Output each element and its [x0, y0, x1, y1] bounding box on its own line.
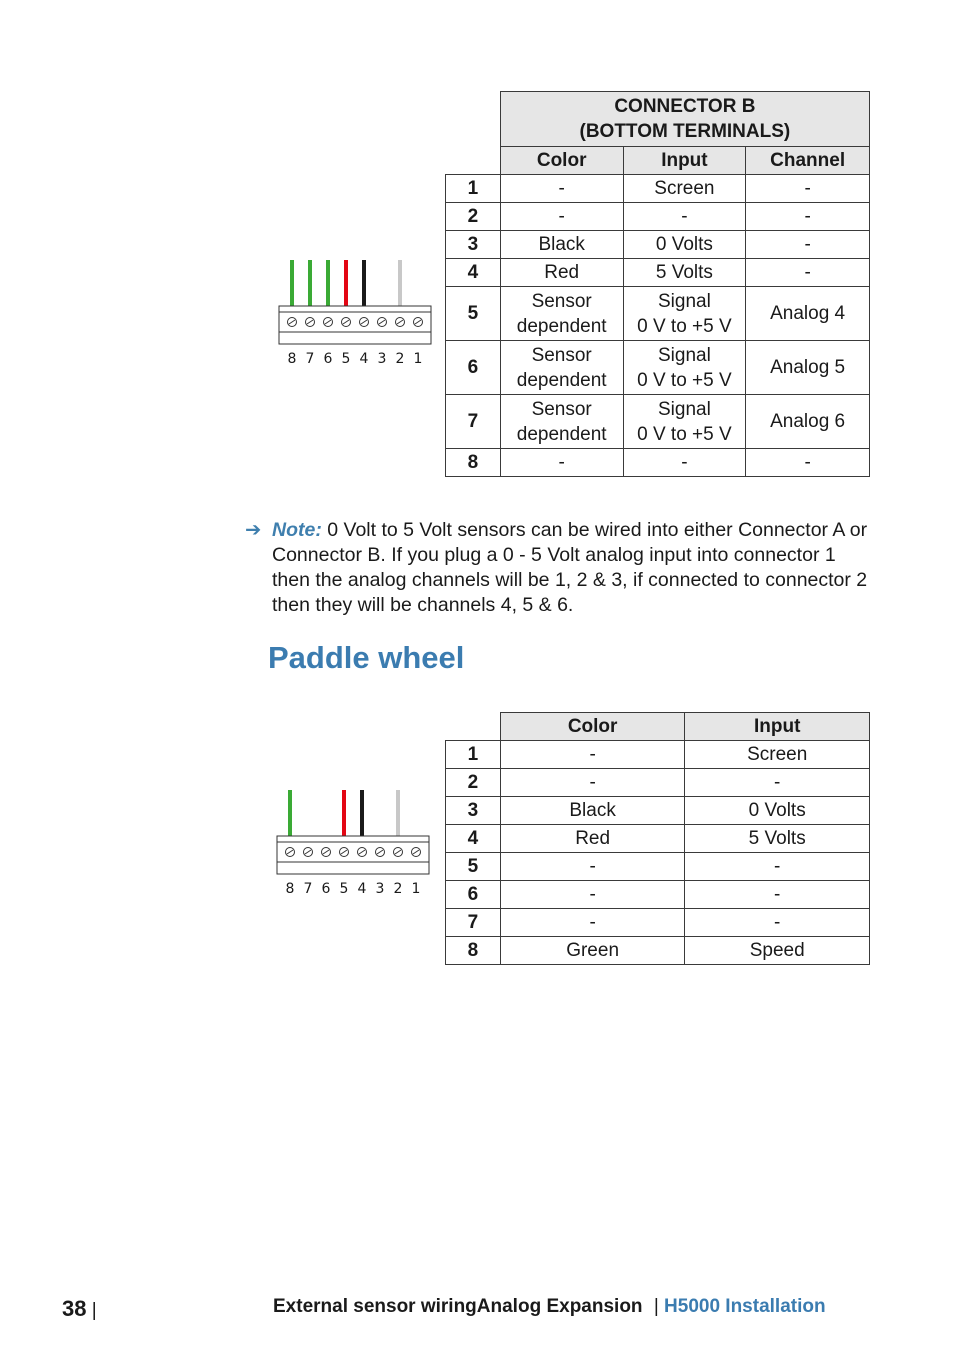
input-cell-line: Screen	[654, 178, 715, 199]
color-cell	[500, 259, 623, 287]
terminal-numbers	[278, 351, 434, 371]
color-cell-line: -	[558, 206, 565, 227]
terminal-number: 8	[285, 881, 295, 897]
pin-number: 7	[446, 909, 501, 937]
table-row	[446, 909, 870, 937]
terminal-number: 1	[411, 881, 421, 897]
terminal-number: 3	[377, 351, 387, 367]
color-cell-line: Red	[544, 262, 580, 283]
footer-title: External sensor wiringAnalog Expansion	[273, 1296, 643, 1317]
pin-number: 5	[446, 287, 501, 341]
connector-b-title	[500, 92, 869, 147]
footer-title-block	[273, 1296, 826, 1318]
note-body	[272, 518, 870, 618]
input-cell: Screen	[685, 741, 870, 769]
input-cell-line: 5 Volts	[655, 262, 713, 283]
color-cell	[500, 287, 623, 341]
terminal-diagram-b	[278, 258, 434, 373]
section-heading: Paddle wheel	[268, 640, 465, 675]
color-cell-line: Black	[538, 234, 585, 255]
terminal-block-graphic	[278, 258, 434, 348]
input-cell	[623, 203, 746, 231]
table-row	[446, 175, 870, 203]
channel-cell: Analog 5	[746, 341, 870, 395]
table-row	[446, 853, 870, 881]
table-row	[446, 259, 870, 287]
pin-number: 7	[446, 395, 501, 449]
input-cell: -	[685, 881, 870, 909]
color-cell: -	[500, 909, 685, 937]
table-row	[446, 769, 870, 797]
channel-header: Channel	[746, 147, 870, 175]
channel-cell: -	[746, 449, 870, 477]
input-cell	[623, 175, 746, 203]
table-row	[446, 797, 870, 825]
color-cell	[500, 341, 623, 395]
input-cell	[623, 259, 746, 287]
input-cell-line: 0 V to +5 V	[637, 423, 732, 445]
table-row	[446, 825, 870, 853]
terminal-number: 7	[305, 351, 315, 367]
pin-number: 1	[446, 741, 501, 769]
pin-number: 6	[446, 881, 501, 909]
pin-number: 6	[446, 341, 501, 395]
terminal-number: 8	[287, 351, 297, 367]
input-cell: 0 Volts	[685, 797, 870, 825]
input-header: Input	[623, 147, 746, 175]
pin-number: 8	[446, 449, 501, 477]
pin-number: 3	[446, 797, 501, 825]
terminal-block-graphic	[276, 788, 432, 878]
color-cell	[500, 449, 623, 477]
color-cell-line: dependent	[516, 315, 607, 337]
color-cell: -	[500, 881, 685, 909]
input-cell	[623, 287, 746, 341]
input-cell	[623, 231, 746, 259]
input-cell-line: Signal	[657, 398, 711, 420]
channel-cell: -	[746, 231, 870, 259]
terminal-number: 6	[321, 881, 331, 897]
input-cell-line: 0 Volts	[655, 234, 713, 255]
pin-number: 4	[446, 825, 501, 853]
color-cell: -	[500, 741, 685, 769]
input-cell	[623, 341, 746, 395]
terminal-number: 3	[375, 881, 385, 897]
color-cell-line: Sensor	[531, 398, 592, 420]
terminal-numbers	[276, 881, 432, 901]
terminal-number: 7	[303, 881, 313, 897]
color-cell-line: -	[558, 452, 565, 473]
terminal-number: 2	[395, 351, 405, 367]
terminal-number: 6	[323, 351, 333, 367]
table-row	[446, 395, 870, 449]
terminal-number: 5	[339, 881, 349, 897]
title-line-2: (BOTTOM TERMINALS)	[579, 121, 791, 142]
footer-brand: H5000 Installation	[664, 1296, 826, 1317]
input-cell-line: Signal	[657, 344, 711, 366]
table-row	[446, 937, 870, 965]
title-line-1: CONNECTOR B	[614, 96, 756, 117]
color-cell	[500, 203, 623, 231]
terminal-number: 4	[359, 351, 369, 367]
channel-cell: -	[746, 175, 870, 203]
paddle-wheel-table	[445, 712, 870, 965]
pin-number: 8	[446, 937, 501, 965]
terminal-diagram-paddle	[276, 788, 432, 903]
input-cell-line: 0 V to +5 V	[637, 369, 732, 391]
note-label: Note:	[272, 519, 322, 541]
color-cell: Red	[500, 825, 685, 853]
footer-separator-2: |	[653, 1296, 659, 1317]
connector-b-table	[445, 91, 870, 477]
pin-number: 5	[446, 853, 501, 881]
table-row	[446, 449, 870, 477]
input-cell-line: -	[681, 452, 688, 473]
pin-number: 2	[446, 203, 501, 231]
table-row	[446, 287, 870, 341]
footer-separator: |	[91, 1300, 97, 1321]
arrow-right-icon: ➔	[245, 519, 262, 541]
input-cell: -	[685, 853, 870, 881]
header-row	[446, 147, 870, 175]
input-cell: Speed	[685, 937, 870, 965]
color-cell: Green	[500, 937, 685, 965]
channel-cell: -	[746, 203, 870, 231]
input-cell-line: -	[681, 206, 688, 227]
color-cell-line: -	[558, 178, 565, 199]
color-cell: Black	[500, 797, 685, 825]
input-header: Input	[685, 713, 870, 741]
channel-cell: -	[746, 259, 870, 287]
color-cell-line: dependent	[516, 423, 607, 445]
input-cell-line: Signal	[657, 290, 711, 312]
channel-cell: Analog 4	[746, 287, 870, 341]
color-cell	[500, 231, 623, 259]
input-cell: -	[685, 909, 870, 937]
table-row	[446, 741, 870, 769]
table-row	[446, 203, 870, 231]
color-cell-line: Sensor	[531, 290, 592, 312]
note-text: 0 Volt to 5 Volt sensors can be wired into either Connector A or Connector B. If you plug a 0 - 5 Volt analog input into connector 1 then the analog channels will be 1, 2 & 3, if connected to connector 2 then they will be channels 4, 5 & 6.	[272, 519, 868, 616]
input-cell	[623, 449, 746, 477]
note	[245, 518, 870, 618]
footer	[62, 1296, 97, 1322]
table-row	[446, 341, 870, 395]
page-number: 38	[62, 1296, 87, 1321]
channel-cell: Analog 6	[746, 395, 870, 449]
table-row	[446, 881, 870, 909]
color-cell	[500, 395, 623, 449]
color-header: Color	[500, 713, 685, 741]
color-cell: -	[500, 853, 685, 881]
input-cell-line: 0 V to +5 V	[637, 315, 732, 337]
color-cell: -	[500, 769, 685, 797]
input-cell	[623, 395, 746, 449]
pin-number: 2	[446, 769, 501, 797]
pin-number: 3	[446, 231, 501, 259]
input-cell: 5 Volts	[685, 825, 870, 853]
terminal-number: 1	[413, 351, 423, 367]
terminal-number: 5	[341, 351, 351, 367]
pin-number: 4	[446, 259, 501, 287]
color-cell	[500, 175, 623, 203]
input-cell: -	[685, 769, 870, 797]
color-header: Color	[500, 147, 623, 175]
color-cell-line: dependent	[516, 369, 607, 391]
terminal-number: 2	[393, 881, 403, 897]
terminal-number: 4	[357, 881, 367, 897]
pin-number: 1	[446, 175, 501, 203]
color-cell-line: Sensor	[531, 344, 592, 366]
header-row	[446, 713, 870, 741]
table-row	[446, 231, 870, 259]
